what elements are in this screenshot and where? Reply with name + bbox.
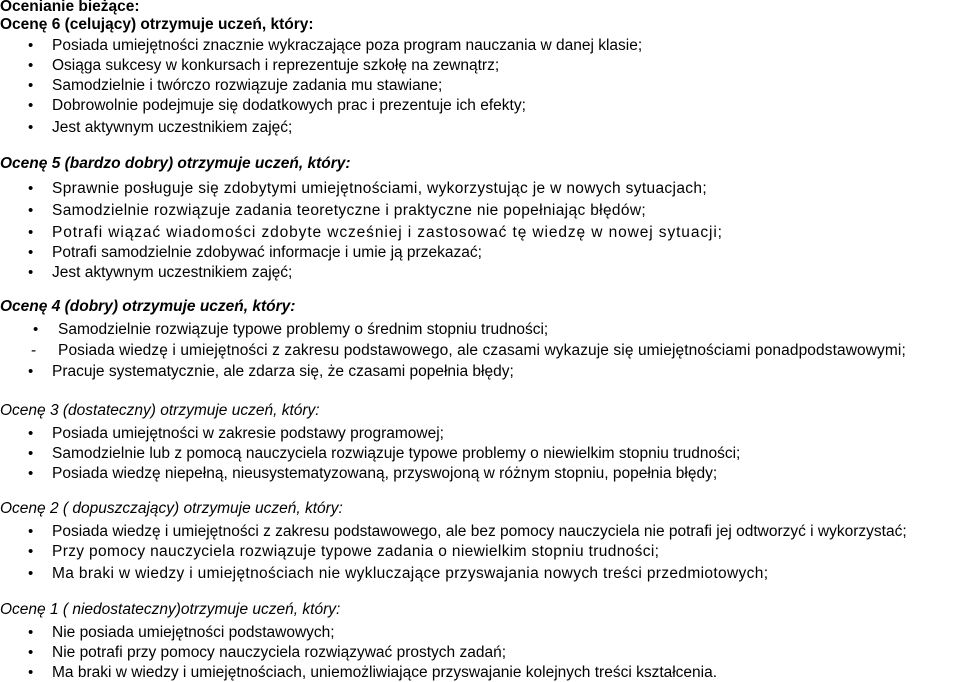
section-title-grade-6: Ocenę 6 (celujący) otrzymuje uczeń, który:	[0, 16, 314, 33]
list-item: Potrafi samodzielnie zdobywać informacje i umie ją przekazać;	[52, 244, 482, 261]
bullet-icon: •	[28, 565, 34, 582]
bullet-icon: •	[28, 543, 34, 560]
list-item: Osiąga sukcesy w konkursach i reprezentuje szkołę na zewnątrz;	[52, 57, 500, 74]
bullet-icon: •	[28, 644, 34, 661]
list-item: Samodzielnie rozwiązuje zadania teoretyczne i praktyczne nie popełniając błędów;	[52, 202, 647, 219]
bullet-icon: •	[28, 425, 34, 442]
bullet-icon: •	[28, 119, 34, 136]
list-item: Samodzielnie rozwiązuje typowe problemy o średnim stopniu trudności;	[58, 321, 549, 338]
list-item: Nie potrafi przy pomocy nauczyciela rozwiązywać prostych zadań;	[52, 644, 506, 661]
list-item: Ma braki w wiedzy i umiejętnościach, uniemożliwiające przyswajanie kolejnych treści kształcenia.	[52, 664, 718, 681]
bullet-icon: •	[28, 202, 34, 219]
list-item: Potrafi wiązać wiadomości zdobyte wcześniej i zastosować tę wiedzę w nowej sytuacji;	[52, 224, 723, 241]
list-item: Posiada umiejętności w zakresie podstawy programowej;	[52, 425, 444, 442]
bullet-icon: •	[28, 180, 34, 197]
bullet-icon: •	[28, 264, 34, 281]
section-title-grade-3: Ocenę 3 (dostateczny) otrzymuje uczeń, który:	[0, 402, 320, 419]
list-item: Nie posiada umiejętności podstawowych;	[52, 624, 335, 641]
bullet-icon: •	[28, 37, 34, 54]
section-title-grade-5: Ocenę 5 (bardzo dobry) otrzymuje uczeń, który:	[0, 155, 351, 172]
dash-marker: -	[31, 342, 37, 359]
list-item: Posiada umiejętności znacznie wykraczające poza program nauczania w danej klasie;	[52, 37, 643, 54]
list-item: Samodzielnie lub z pomocą nauczyciela rozwiązuje typowe problemy o niewielkim stopniu trudności;	[52, 445, 741, 462]
bullet-icon: •	[28, 244, 34, 261]
bullet-icon: •	[28, 523, 34, 540]
list-item: Posiada wiedzę i umiejętności z zakresu podstawowego, ale bez pomocy nauczyciela nie potrafi jej odtworzyć i wykorzystać;	[52, 523, 907, 540]
list-item: Ma braki w wiedzy i umiejętnościach nie wykluczające przyswajania nowych treści przedmiotowych;	[52, 565, 769, 582]
section-title-grade-1: Ocenę 1 ( niedostateczny)otrzymuje uczeń, który:	[0, 601, 341, 618]
bullet-icon: •	[28, 97, 34, 114]
bullet-icon: •	[28, 664, 34, 681]
list-item: Posiada wiedzę i umiejętności z zakresu podstawowego, ale czasami wykazuje się umiejętnościami ponadpodstawowymi;	[58, 342, 906, 359]
bullet-icon: •	[28, 465, 34, 482]
list-item: Dobrowolnie podejmuje się dodatkowych prac i prezentuje ich efekty;	[52, 97, 526, 114]
list-item: Jest aktywnym uczestnikiem zajęć;	[52, 119, 293, 136]
bullet-icon: •	[28, 77, 34, 94]
list-item: Przy pomocy nauczyciela rozwiązuje typowe zadania o niewielkim stopniu trudności;	[52, 543, 660, 560]
list-item: Posiada wiedzę niepełną, nieusystematyzowaną, przyswojoną w różnym stopniu, popełnia błędy;	[52, 465, 718, 482]
bullet-icon: •	[33, 321, 39, 338]
bullet-icon: •	[28, 624, 34, 641]
section-title-grade-2: Ocenę 2 ( dopuszczający) otrzymuje uczeń, który:	[0, 500, 343, 517]
list-item: Sprawnie posługuje się zdobytymi umiejętnościami, wykorzystując je w nowych sytuacjach;	[52, 180, 708, 197]
bullet-icon: •	[28, 224, 34, 241]
list-item: Pracuje systematycznie, ale zdarza się, że czasami popełnia błędy;	[52, 363, 514, 380]
document-heading: Ocenianie bieżące:	[0, 0, 140, 15]
section-title-grade-4: Ocenę 4 (dobry) otrzymuje uczeń, który:	[0, 298, 296, 315]
bullet-icon: •	[28, 363, 34, 380]
list-item: Jest aktywnym uczestnikiem zajęć;	[52, 264, 293, 281]
bullet-icon: •	[28, 445, 34, 462]
list-item: Samodzielnie i twórczo rozwiązuje zadania mu stawiane;	[52, 77, 443, 94]
bullet-icon: •	[28, 57, 34, 74]
